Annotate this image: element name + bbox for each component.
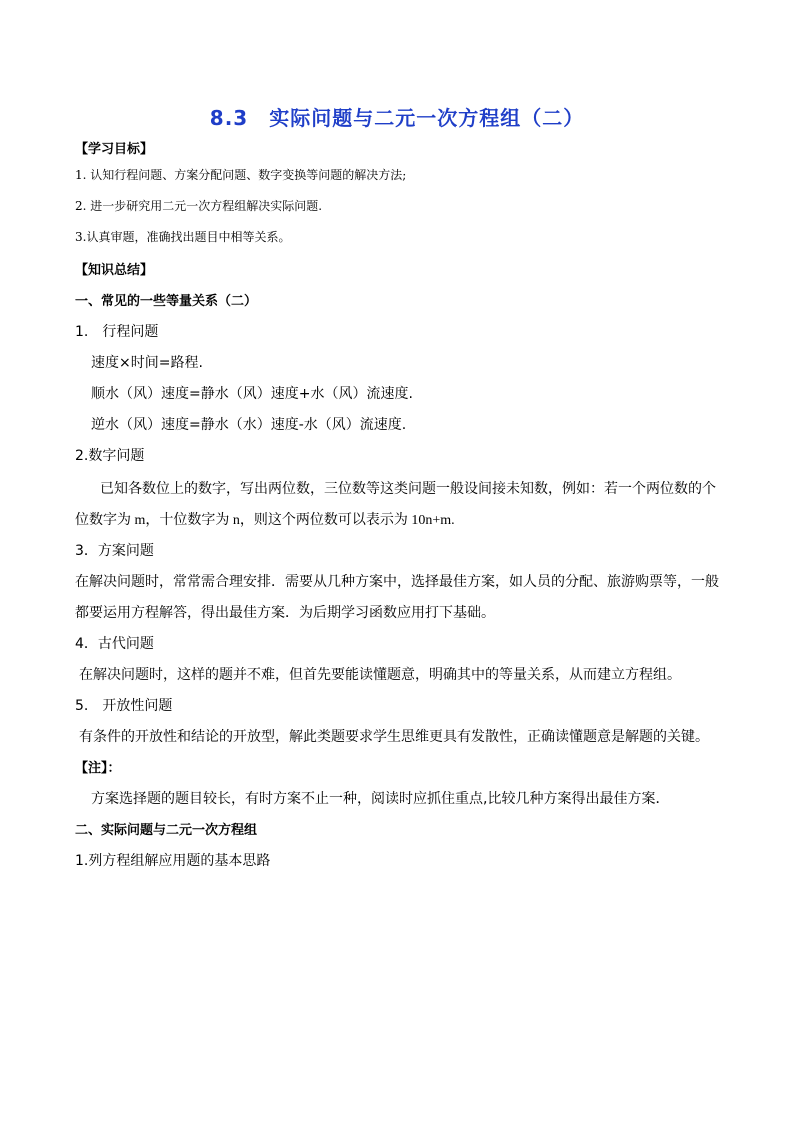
section2-item-1: 1.列方程组解应用题的基本思路	[75, 853, 271, 869]
item2-label: 2.数字问题	[75, 448, 145, 464]
note-line-1: 方案选择题的题目较长，有时方案不止一种，阅读时应抓住重点,比较几种方案得出最佳方案．	[91, 791, 670, 807]
item3-line-1: 在解决问题时，常常需合理安排．需要从几种方案中，选择最佳方案，如人员的分配、旅游购票等，一般	[75, 574, 719, 590]
section2-heading: 二、实际问题与二元一次方程组	[75, 823, 258, 838]
item1-line-2: 顺水（风）速度=静水（风）速度+水（风）流速度.	[91, 386, 413, 402]
summary-heading: 【知识总结】	[75, 263, 154, 278]
objectives-heading: 【学习目标】	[75, 142, 154, 157]
objective-3: 3.认真审题，准确找出题目中相等关系。	[75, 230, 291, 244]
item4-line-1: 在解决问题时，这样的题并不难，但首先要能读懂题意，明确其中的等量关系，从而建立方程组。	[79, 667, 681, 683]
item1-label: 1. 行程问题	[75, 324, 159, 340]
item2-line-2: 位数字为 m，十位数字为 n，则这个两位数可以表示为 10n+m.	[75, 513, 455, 528]
item1-line-1: 速度×时间=路程.	[91, 355, 203, 371]
item1-line-3: 逆水（风）速度=静水（水）速度-水（风）流速度.	[91, 417, 407, 433]
note-label: 【注】：	[75, 761, 121, 776]
item2-line-1: 已知各数位上的数字，写出两位数，三位数等这类问题一般设间接未知数，例如：若一个两位数的个	[100, 481, 716, 497]
section1-heading: 一、常见的一些等量关系（二）	[75, 294, 258, 309]
item3-label: 3．方案问题	[75, 543, 154, 559]
objective-1: 1. 认知行程问题、方案分配问题、数字变换等问题的解决方法;	[75, 168, 407, 182]
item5-label: 5. 开放性问题	[75, 698, 173, 714]
item3-line-2: 都要运用方程解答，得出最佳方案．为后期学习函数应用打下基础。	[75, 605, 495, 621]
item5-line-1: 有条件的开放性和结论的开放型，解此类题要求学生思维更具有发散性，正确读懂题意是解题的关键。	[79, 729, 709, 745]
objective-2: 2. 进一步研究用二元一次方程组解决实际问题.	[75, 199, 323, 213]
page-title: 8.3 实际问题与二元一次方程组（二）	[209, 106, 585, 130]
item4-label: 4．古代问题	[75, 636, 154, 652]
